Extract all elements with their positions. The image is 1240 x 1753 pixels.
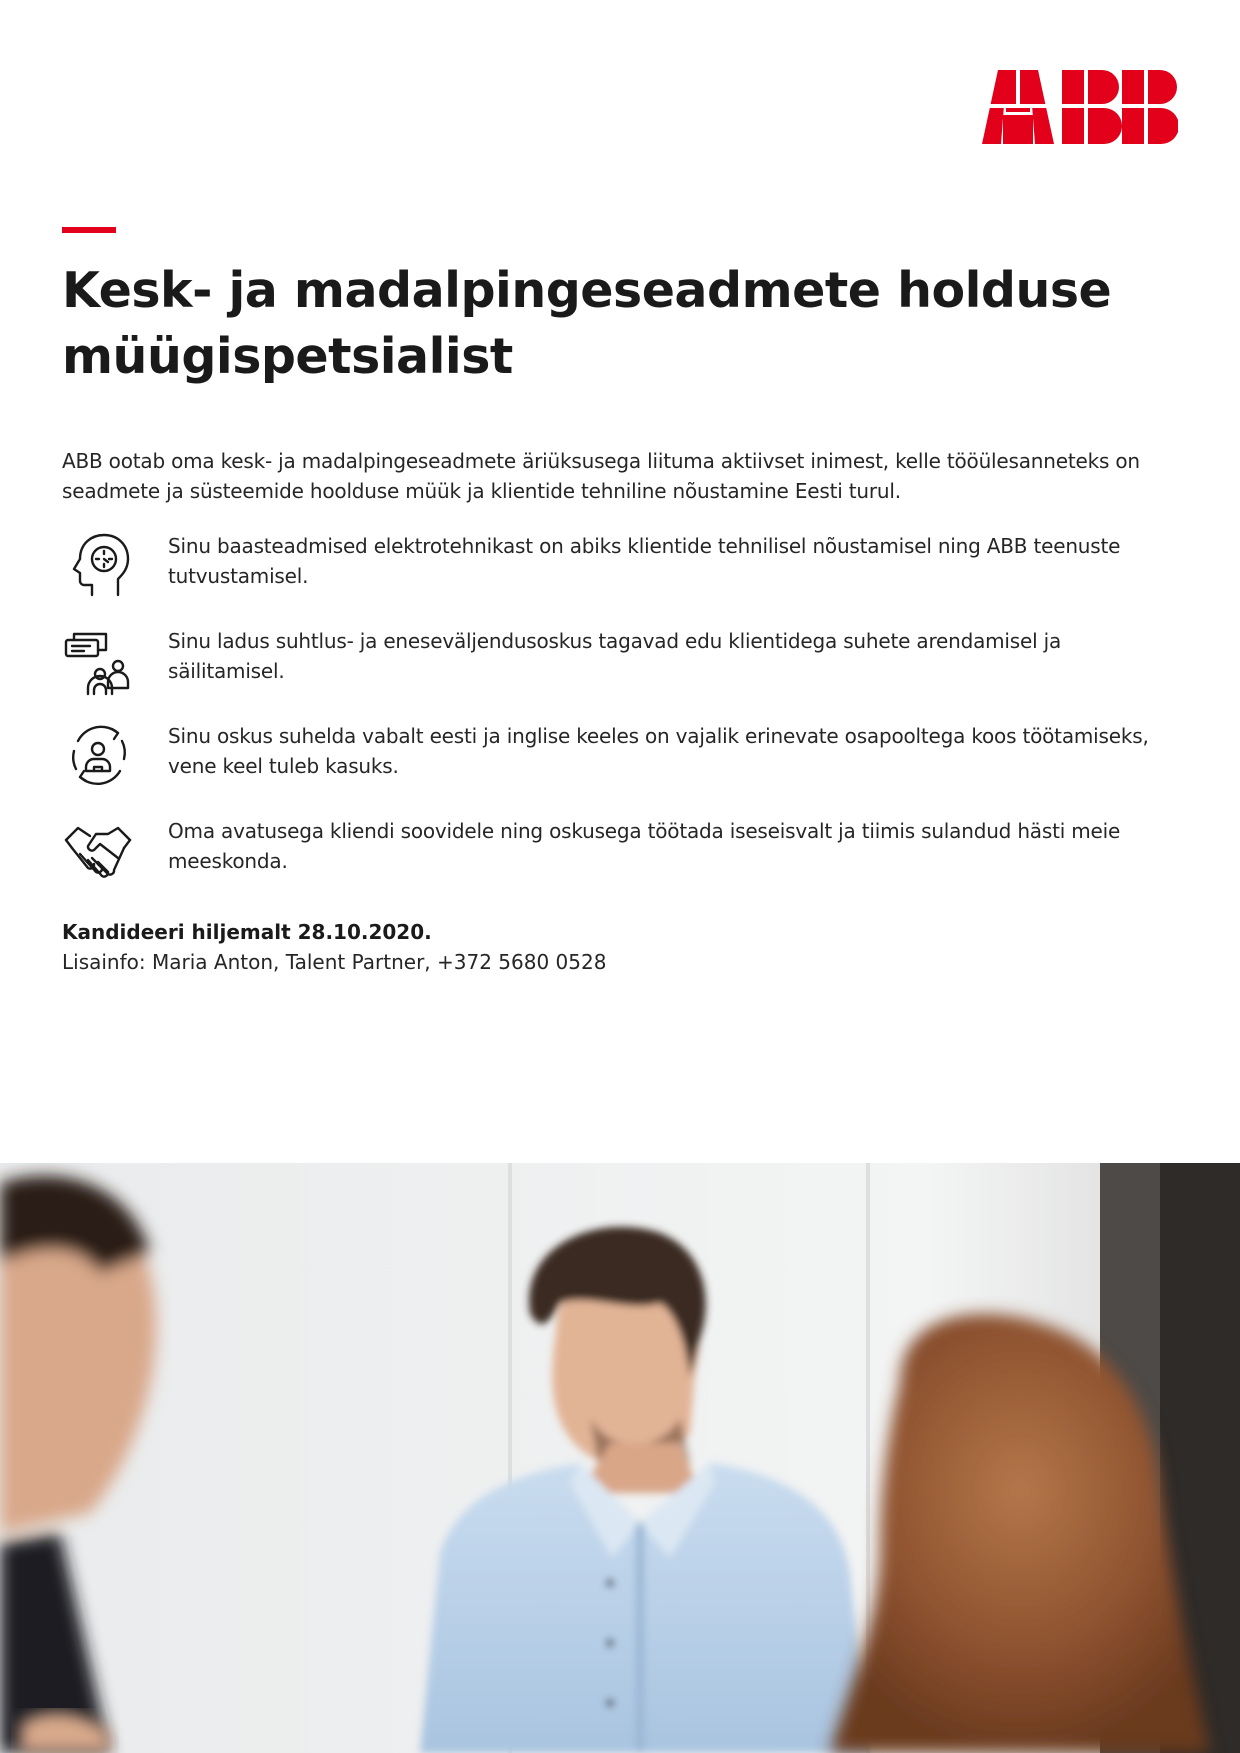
feature-item	[62, 719, 1182, 799]
feature-item	[62, 814, 1182, 894]
feature-text: Sinu ladus suhtlus- ja eneseväljendusoskus tagavad edu klientidega suhete arendamisel ja säilitamisel.	[168, 629, 1062, 683]
title-line-1: Kesk- ja madalpingeseadmete holduse	[62, 262, 1112, 319]
head-gear-icon	[62, 529, 134, 601]
feature-item	[62, 624, 1182, 704]
person-cycle-icon	[62, 719, 134, 791]
title-line-2: müügispetsialist	[62, 328, 513, 385]
application-deadline: Kandideeri hiljemalt 28.10.2020.	[62, 920, 432, 944]
feature-text: Sinu oskus suhelda vabalt eesti ja inglise keeles on vajalik erinevate osapooltega koos töötamiseks, vene keel tuleb kasuks.	[168, 724, 1149, 778]
abb-logo	[982, 70, 1178, 144]
feature-item	[62, 529, 1182, 609]
feature-text: Sinu baasteadmised elektrotehnikast on abiks klientide tehnilisel nõustamisel ning ABB teenuste tutvustamisel.	[168, 534, 1121, 588]
intro-paragraph: ABB ootab oma kesk- ja madalpingeseadmete äriüksusega liituma aktiivset inimest, kelle tööülesanneteks on seadmete ja süsteemide hoolduse müük ja klientide tehniline nõustamine Eesti turul.	[62, 449, 1140, 503]
feature-text: Oma avatusega kliendi soovidele ning oskusega töötada iseseisvalt ja tiimis sulandud hästi meie meeskonda.	[168, 819, 1121, 873]
contact-block	[62, 917, 962, 977]
office-meeting-photo	[0, 1163, 1240, 1753]
page-title	[62, 258, 1182, 390]
accent-bar	[62, 227, 116, 233]
people-chat-icon	[62, 624, 134, 696]
contact-info: Lisainfo: Maria Anton, Talent Partner, +372 5680 0528	[62, 950, 607, 974]
handshake-icon	[62, 814, 134, 886]
